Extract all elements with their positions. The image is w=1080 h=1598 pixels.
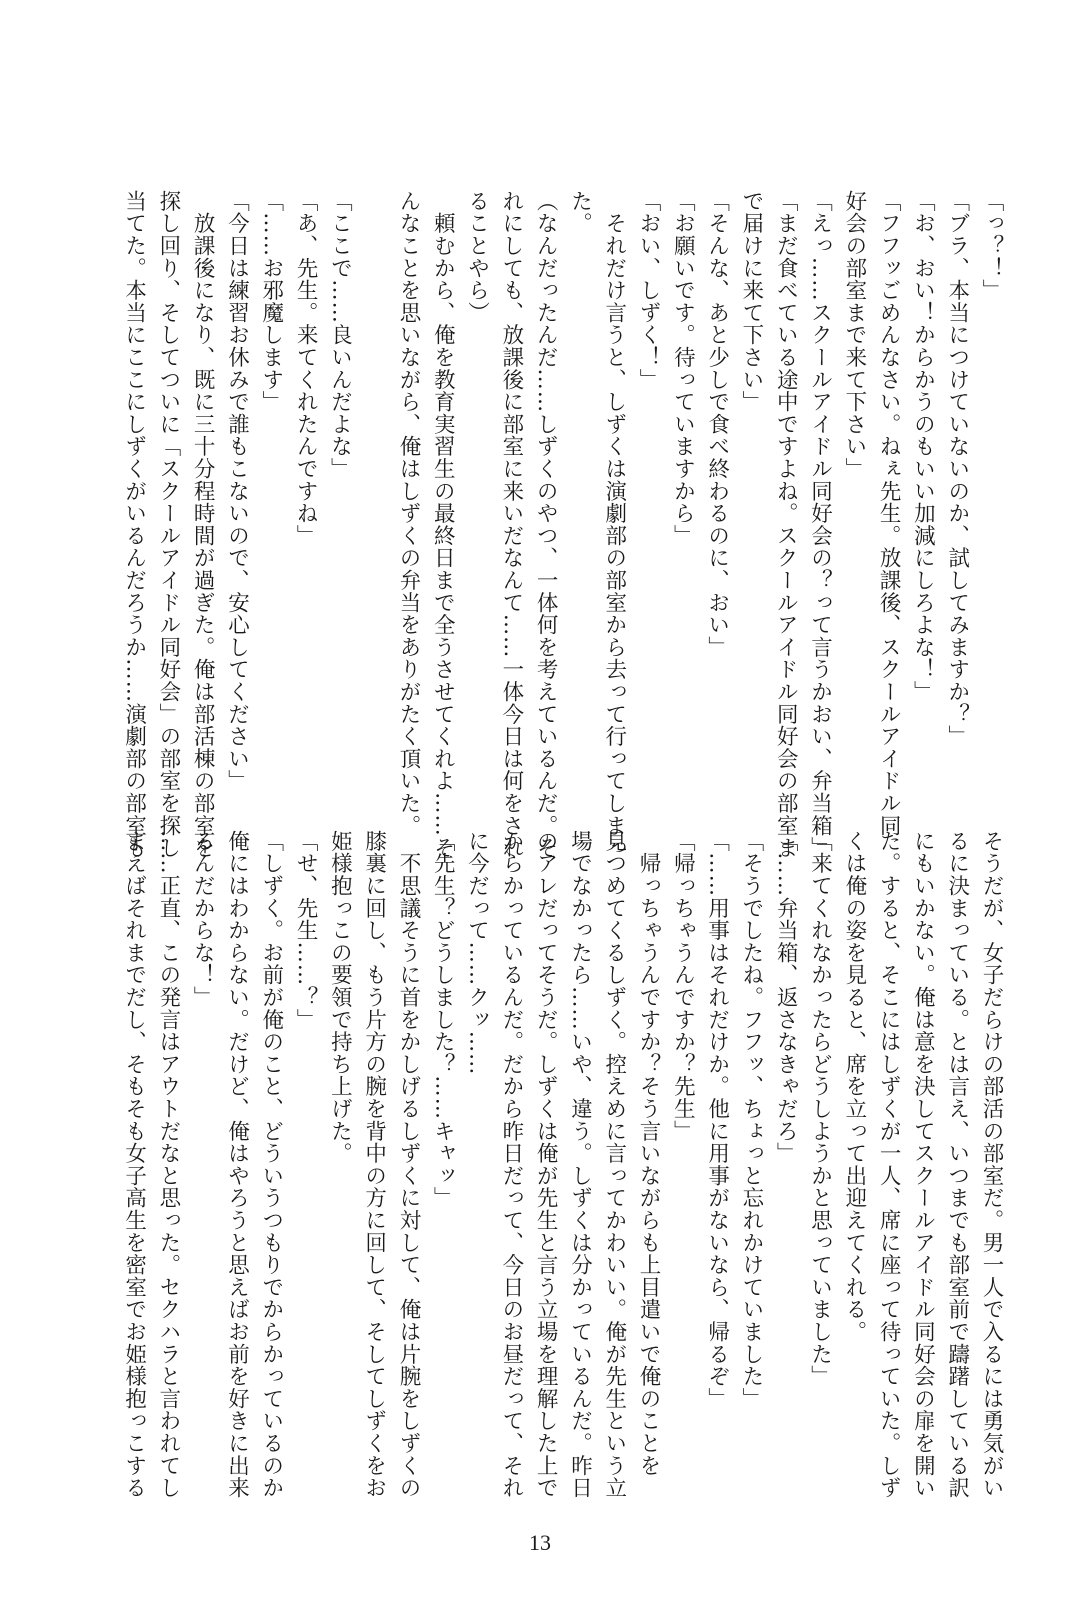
text-column: た。 (567, 190, 593, 235)
text-column: 頼むから、俺を教育実習生の最終日まで全うさせてくれよ……そ (430, 190, 456, 859)
text-column: 「まだ食べている途中ですよね。スクールアイドル同好会の部室ま (773, 190, 799, 859)
text-column: れにしても、放課後に部室に来いだなんて……一体今日は何をされ (498, 190, 524, 859)
page-number: 13 (529, 1530, 551, 1555)
top-text-block (116, 190, 1008, 859)
text-column: 場でなかったら……いや、違う。しずくは分かっているんだ。昨日 (567, 830, 593, 1499)
bottom-text-block (116, 830, 1008, 1499)
text-column: 帰っちゃうんですか？そう言いながらも上目遣いで俺のことを (636, 830, 662, 1477)
text-column: 「ここで……良いんだよな」 (327, 190, 353, 480)
text-column: まえばそれまでだし、そもそも女子高生を密室でお姫様抱っこする (121, 830, 147, 1499)
text-column: 見つめてくるしずく。控えめに言ってかわいい。俺が先生という立 (601, 830, 627, 1499)
text-column: 姫様抱っこの要領で持ち上げた。 (327, 830, 353, 1165)
text-column: 「先生？どうしました？……キャッ」 (430, 830, 456, 1210)
text-column: 当てた。本当にここにしずくがいるんだろうか……演劇部の部室も (121, 190, 147, 859)
text-column: 放課後になり、既に三十分程時間が過ぎた。俺は部活棟の部室を (190, 190, 216, 859)
text-column: のアレだってそうだ。しずくは俺が先生と言う立場を理解した上で (533, 830, 559, 1499)
text-column: 膝裏に回し、もう片方の腕を背中の方に回して、そしてしずくをお (361, 830, 387, 1499)
text-column: 「……お邪魔します」 (258, 190, 284, 413)
text-column: 「……用事はそれだけか。他に用事がないなら、帰るぞ」 (704, 830, 730, 1410)
text-column: 不思議そうに首をかしげるしずくに対して、俺は片腕をしずくの (395, 830, 421, 1499)
text-column: にもいかない。俺は意を決してスクールアイドル同好会の扉を開い (910, 830, 936, 1499)
text-column: 「しずく。お前が俺のこと、どういうつもりでからかっているのか (258, 830, 284, 1499)
text-column: 好会の部室まで来て下さい」 (841, 190, 867, 480)
text-column: に今だって……クッ…… (464, 830, 490, 1076)
text-column: 俺にはわからない。だけど、俺はやろうと思えばお前を好きに出来 (224, 830, 250, 1499)
text-column: 「そうでしたね。フフッ、ちょっと忘れかけていました」 (738, 830, 764, 1410)
text-column: そうだが、女子だらけの部活の部室だ。男一人で入るには勇気がい (979, 830, 1004, 1499)
text-column: ……正直、この発言はアウトだなと思った。セクハラと言われてし (155, 830, 181, 1499)
text-column: 「あ、先生。来てくれたんですね」 (293, 190, 319, 547)
text-column: それだけ言うと、しずくは演劇部の部室から去って行ってしまっ (601, 190, 627, 859)
text-column: 「お願いです。待っていますから」 (670, 190, 696, 547)
text-column: るに決まっている。とは言え、いつまでも部室前で躊躇している訳 (944, 830, 970, 1499)
text-column: で届けに来て下さい」 (738, 190, 764, 413)
text-column: 「今日は練習お休みで誰もこないので、安心してください」 (224, 190, 250, 793)
text-column: 「そんな、あと少しで食べ終わるのに、おい」 (704, 190, 730, 659)
text-column: 「お、おい！からかうのもいい加減にしろよな！」 (910, 190, 936, 703)
text-column: 「……弁当箱、返さなきゃだろ」 (773, 830, 799, 1165)
text-column: 「せ、先生……？」 (293, 830, 319, 1031)
text-column: るんだからな！」 (190, 830, 216, 1009)
text-column: 「おい、しずく！」 (636, 190, 662, 391)
text-column: 「帰っちゃうんですか？先生」 (670, 830, 696, 1143)
text-column: 「えっ……スクールアイドル同好会の？って言うかおい、弁当箱」 (807, 190, 833, 859)
text-column (356, 190, 390, 770)
text-column: 「来てくれなかったらどうしようかと思っていました」 (807, 830, 833, 1388)
text-column: ることやら） (464, 190, 490, 324)
text-column: 「っ？！」 (979, 190, 1004, 302)
text-column: た。すると、そこにはしずくが一人、席に座って待っていた。しず (876, 830, 902, 1499)
text-column: んなことを思いながら、俺はしずくの弁当をありがたく頂いた。 (395, 190, 421, 837)
text-column: 探し回り、そしてついに「スクールアイドル同好会」の部室を探し (155, 190, 181, 859)
text-column: くは俺の姿を見ると、席を立って出迎えてくれる。 (841, 830, 867, 1343)
text-column: 「ブラ、本当につけていないのか、試してみますか？」 (944, 190, 970, 748)
text-column: 「フフッごめんなさい。ねぇ先生。放課後、スクールアイドル同 (876, 190, 902, 837)
text-column: からかっているんだ。だから昨日だって、今日のお昼だって、それ (498, 830, 524, 1499)
text-column: （なんだったんだ……しずくのやつ、一体何を考えているんだ。そ (533, 190, 559, 859)
